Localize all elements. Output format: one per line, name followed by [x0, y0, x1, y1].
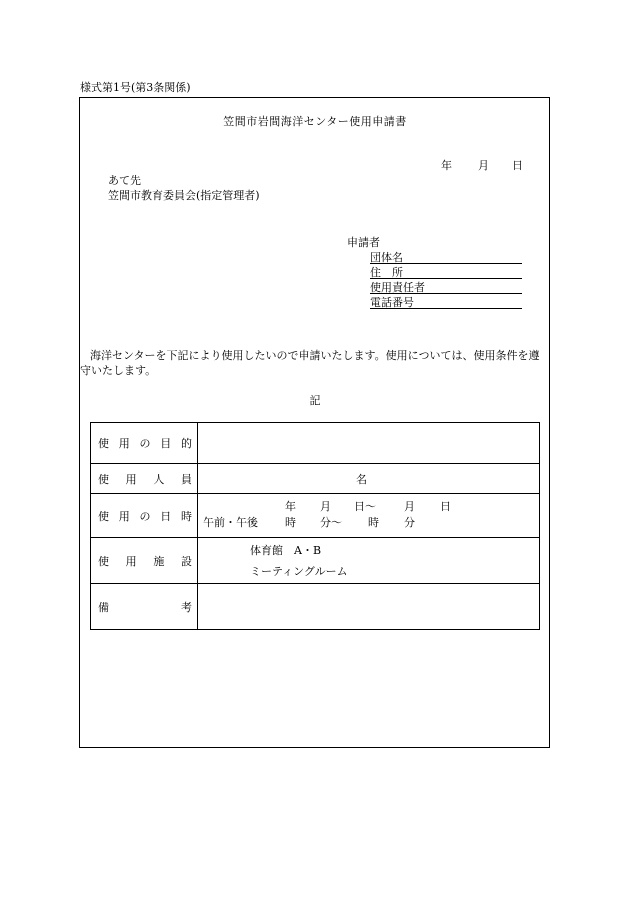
- form-number-label: 様式第1号(第3条関係): [80, 81, 191, 94]
- remarks-label-char: 備: [98, 600, 109, 614]
- datetime-label-char: 用: [118, 509, 130, 523]
- usage-details-table: [90, 422, 540, 630]
- facility-label-char: 設: [180, 554, 192, 568]
- datetime-value-cell[interactable]: [198, 494, 540, 538]
- people-unit-label: 名: [356, 473, 367, 486]
- purpose-label-char: 使: [98, 437, 109, 450]
- purpose-label-char: の: [139, 437, 151, 450]
- purpose-value-cell[interactable]: [198, 423, 540, 464]
- facility-label-char: 施: [153, 554, 165, 568]
- start-month-label: 月: [320, 500, 331, 513]
- datetime-label-cell: [91, 494, 198, 538]
- addressee-label: あて先: [108, 174, 141, 187]
- people-label-char: 用: [125, 472, 137, 486]
- start-minute-label: 分〜: [320, 516, 342, 529]
- applicant-label: 申請者: [347, 236, 380, 249]
- purpose-label-char: 用: [118, 437, 130, 450]
- people-value-cell[interactable]: [198, 464, 540, 494]
- end-day-label: 日: [440, 500, 451, 513]
- document-title: 笠間市岩間海洋センター使用申請書: [223, 115, 407, 128]
- ki-heading: 記: [309, 394, 321, 407]
- table-row-purpose: [91, 423, 540, 464]
- people-label-char: 員: [180, 472, 192, 486]
- purpose-label-char: 的: [181, 437, 192, 450]
- table-row-facility: [91, 538, 540, 584]
- table-row-datetime: [91, 494, 540, 538]
- people-label-cell: [91, 464, 198, 494]
- group-name-label: 団体名: [370, 251, 403, 264]
- address-label: 住 所: [370, 266, 403, 279]
- table-row-remarks: [91, 584, 540, 630]
- purpose-label-char: 目: [160, 437, 172, 450]
- facility-label-char: 用: [125, 554, 137, 568]
- people-label-char: 人: [153, 472, 165, 486]
- application-statement: 海洋センターを下記により使用したいので申請いたします。使用については、使用条件を遵守いたします。: [80, 349, 540, 377]
- applicant-group-name-field[interactable]: [370, 251, 522, 264]
- facility-label-cell: [91, 538, 198, 584]
- am-pm-label: 午前・午後: [203, 516, 258, 529]
- datetime-label-char: 時: [181, 509, 192, 523]
- responsible-person-label: 使用責任者: [370, 281, 425, 294]
- facility-label-char: 使: [98, 554, 109, 568]
- facility-option-meeting-room[interactable]: ミーティングルーム: [250, 565, 348, 578]
- applicant-responsible-person-field[interactable]: [370, 281, 522, 294]
- start-year-label: 年: [285, 500, 296, 513]
- end-month-label: 月: [404, 500, 415, 513]
- datetime-label-char: 日: [160, 509, 172, 523]
- table-row-people: [91, 464, 540, 494]
- remarks-label-char: 考: [181, 600, 192, 614]
- start-hour-label: 時: [285, 516, 296, 529]
- end-hour-label: 時: [368, 516, 379, 529]
- phone-number-label: 電話番号: [370, 296, 414, 309]
- start-day-label: 日〜: [354, 500, 376, 513]
- remarks-value-cell[interactable]: [198, 584, 540, 630]
- addressee-name: 笠間市教育委員会(指定管理者): [108, 189, 260, 202]
- purpose-label-cell: [91, 423, 198, 464]
- datetime-label-char: 使: [98, 509, 109, 523]
- applicant-address-field[interactable]: [370, 266, 522, 279]
- end-minute-label: 分: [404, 516, 415, 529]
- applicant-phone-field[interactable]: [370, 296, 522, 309]
- facility-value-cell[interactable]: [198, 538, 540, 584]
- facility-option-gym[interactable]: 体育館 A・B: [250, 544, 322, 557]
- people-label-char: 使: [98, 472, 109, 486]
- datetime-label-char: の: [139, 509, 151, 523]
- date-year-label: 年: [441, 159, 452, 172]
- remarks-label-cell: [91, 584, 198, 630]
- date-month-label: 月: [478, 159, 489, 172]
- date-day-label: 日: [512, 159, 523, 172]
